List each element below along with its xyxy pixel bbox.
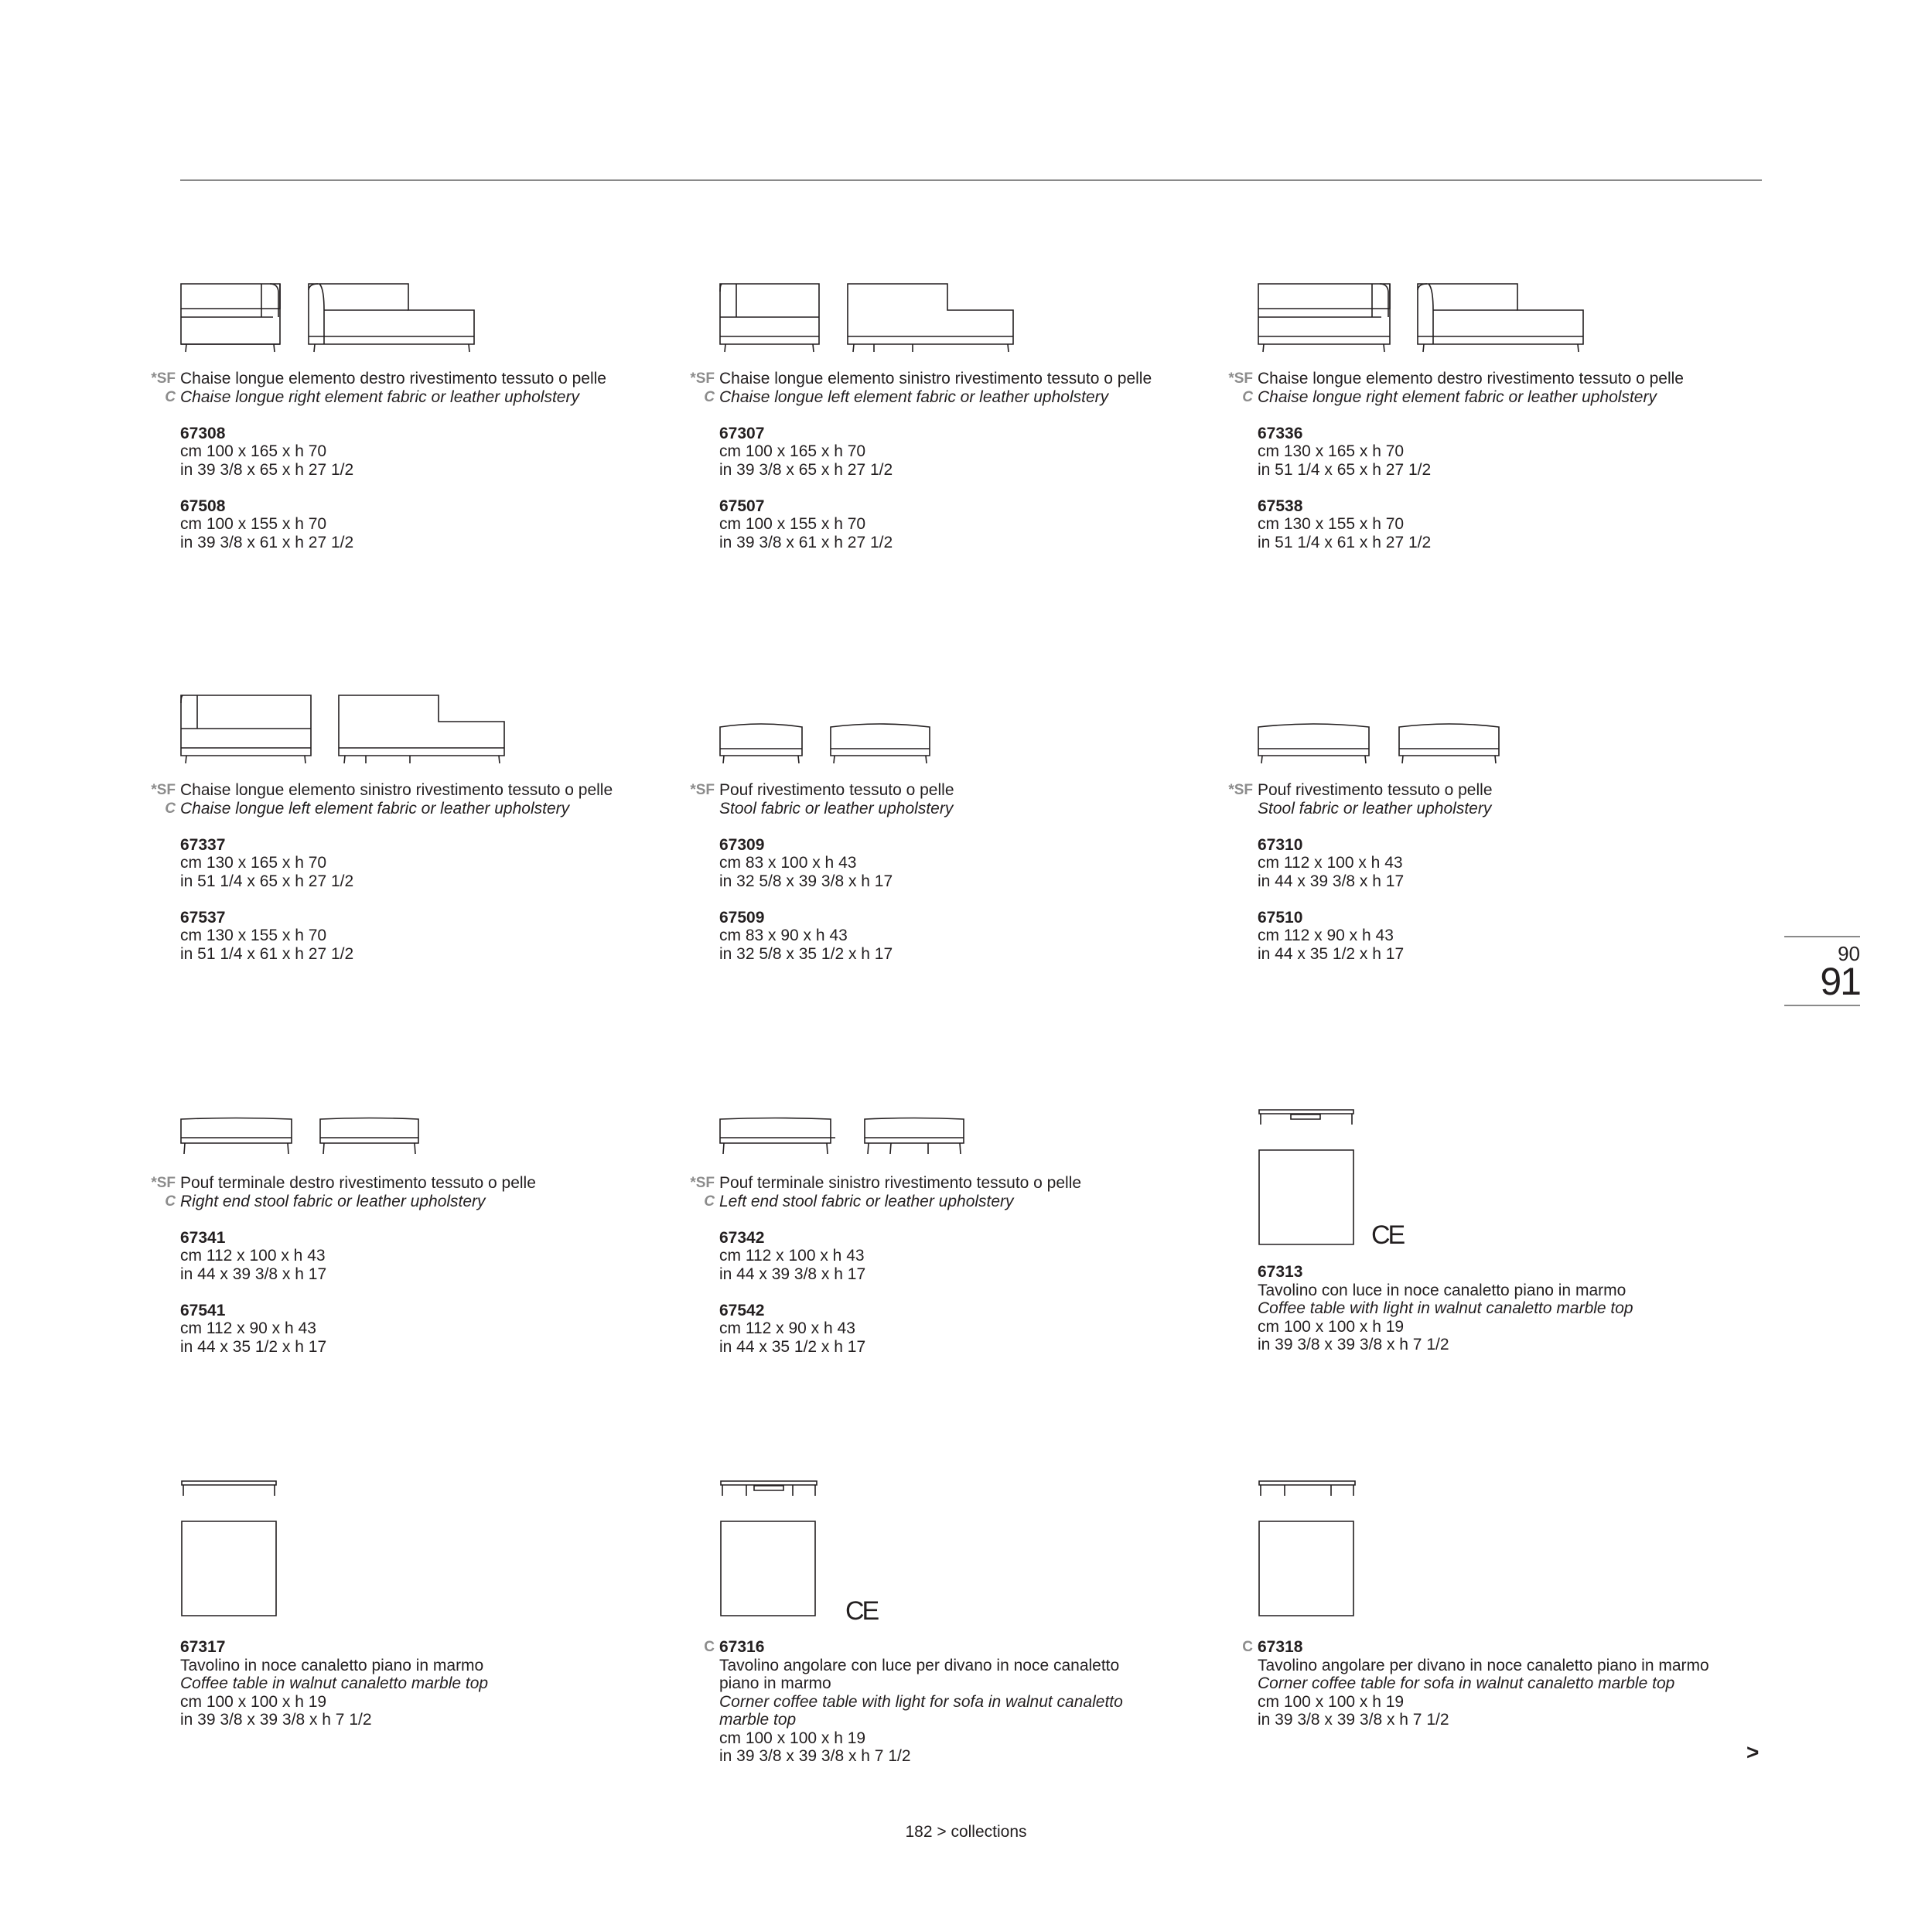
dims-cm: cm 130 x 155 x h 70 [1258,515,1405,533]
chaise-right-drawing [180,282,490,356]
page-footer: 182 > collections [905,1823,1027,1841]
stool-drawing [719,721,951,767]
desc-en: Chaise longue left element fabric or leather upholstery [719,387,1109,406]
desc-it: Chaise longue elemento sinistro rivestimento tessuto o pelle [180,781,613,799]
product-code: 67318 [1258,1638,1303,1656]
tag-c: C [1242,1639,1253,1655]
dims-cm: cm 100 x 165 x h 70 [180,442,327,460]
dims-cm: cm 100 x 165 x h 70 [719,442,866,460]
desc-en: Left end stool fabric or leather upholstery [719,1192,1014,1210]
tag-c: C [1242,388,1253,405]
chaise-left-drawing [719,282,1029,356]
dims-cm: cm 130 x 165 x h 70 [180,854,327,872]
dims-in: in 44 x 39 3/8 x h 17 [1258,872,1405,890]
product-code: 67507 [719,497,765,515]
desc-it: Pouf rivestimento tessuto o pelle [719,781,954,799]
dims-in: in 44 x 39 3/8 x h 17 [180,1265,327,1283]
tag-c: C [165,388,176,405]
stool-drawing [1258,721,1513,767]
dims-in: in 44 x 35 1/2 x h 17 [180,1337,327,1356]
corner-table-drawing [1258,1480,1366,1620]
page-number-left: 90 [1838,942,1860,965]
desc-it: Pouf terminale sinistro rivestimento tessuto o pelle [719,1174,1082,1192]
dims-in: in 39 3/8 x 61 x h 27 1/2 [719,533,893,551]
dims-in: in 51 1/4 x 61 x h 27 1/2 [1258,533,1432,551]
product-code: 67509 [719,908,765,927]
product-code: 67508 [180,497,226,515]
tag-sf: *SF [690,370,715,387]
dims-in: in 51 1/4 x 61 x h 27 1/2 [180,944,354,963]
tag-sf: *SF [690,782,715,798]
desc-en: Chaise longue right element fabric or leather upholstery [1258,387,1657,406]
desc-it: Chaise longue elemento sinistro rivestimento tessuto o pelle [719,370,1152,387]
product-code: 67537 [180,908,226,927]
product-code: 67538 [1258,497,1303,515]
desc-en: Corner coffee table for sofa in walnut canaletto marble top [1258,1674,1675,1692]
chaise-left-drawing [180,694,521,767]
dims-in: in 51 1/4 x 65 x h 27 1/2 [180,872,354,890]
desc-it: Tavolino con luce in noce canaletto piano in marmo [1258,1281,1626,1299]
dims-in: in 32 5/8 x 39 3/8 x h 17 [719,872,893,890]
tag-c: C [704,1639,715,1655]
dims-in: in 51 1/4 x 65 x h 27 1/2 [1258,460,1432,479]
page-number-right: 91 [1820,960,1860,1003]
desc-en: Stool fabric or leather upholstery [1258,799,1492,818]
ce-mark: CE [845,1596,878,1626]
product-code: 67309 [719,835,765,854]
desc-en: Corner coffee table with light for sofa in walnut canaletto marble top [719,1692,1123,1729]
dims-in: in 39 3/8 x 39 3/8 x h 7 1/2 [719,1747,911,1765]
product-code: 67337 [180,835,226,854]
tag-sf: *SF [151,1175,176,1191]
dims-in: in 39 3/8 x 65 x h 27 1/2 [180,460,354,479]
dims-cm: cm 112 x 100 x h 43 [180,1247,326,1265]
desc-en: Right end stool fabric or leather upholstery [180,1192,486,1210]
product-code: 67341 [180,1228,226,1247]
product-code: 67316 [719,1638,765,1656]
desc-it: Tavolino angolare per divano in noce canaletto piano in marmo [1258,1656,1709,1674]
product-code: 67313 [1258,1263,1303,1281]
product-code: 67342 [719,1228,765,1247]
dims-cm: cm 100 x 155 x h 70 [719,515,866,533]
desc-it: Tavolino in noce canaletto piano in marmo [180,1656,484,1674]
desc-it: Pouf rivestimento tessuto o pelle [1258,781,1493,799]
dims-cm: cm 100 x 100 x h 19 [719,1729,866,1747]
desc-en: Stool fabric or leather upholstery [719,799,954,818]
dims-in: in 39 3/8 x 65 x h 27 1/2 [719,460,893,479]
dims-cm: cm 130 x 155 x h 70 [180,927,327,944]
product-code: 67510 [1258,908,1303,927]
dims-in: in 32 5/8 x 35 1/2 x h 17 [719,944,893,963]
coffee-table-drawing [180,1480,288,1620]
end-stool-drawing [719,1116,975,1162]
tag-sf: *SF [1228,370,1253,387]
dims-in: in 39 3/8 x 39 3/8 x h 7 1/2 [1258,1711,1449,1729]
desc-it: Chaise longue elemento destro rivestimento tessuto o pelle [180,370,606,387]
product-code: 67542 [719,1301,765,1319]
dims-in: in 39 3/8 x 61 x h 27 1/2 [180,533,354,551]
tag-sf: *SF [1228,782,1253,798]
product-code: 67336 [1258,424,1303,442]
product-code: 67308 [180,424,226,442]
corner-table-drawing [719,1480,828,1620]
chaise-right-drawing [1258,282,1582,356]
tag-sf: *SF [151,782,176,798]
next-page-arrow[interactable]: > [1746,1740,1760,1764]
page-tab-rule-bottom [1784,1005,1860,1006]
desc-it: Chaise longue elemento destro rivestimento tessuto o pelle [1258,370,1684,387]
tag-c: C [704,1193,715,1210]
end-stool-drawing [180,1116,435,1162]
dims-cm: cm 112 x 90 x h 43 [719,1319,855,1337]
product-code: 67541 [180,1301,226,1319]
tag-c: C [165,800,176,817]
desc-en: Chaise longue left element fabric or leather upholstery [180,799,570,818]
tag-sf: *SF [151,370,176,387]
dims-in: in 39 3/8 x 39 3/8 x h 7 1/2 [180,1711,372,1729]
dims-cm: cm 112 x 100 x h 43 [719,1247,865,1265]
dims-in: in 39 3/8 x 39 3/8 x h 7 1/2 [1258,1336,1449,1353]
dims-cm: cm 112 x 90 x h 43 [180,1319,316,1337]
top-rule [180,179,1762,181]
dims-in: in 44 x 39 3/8 x h 17 [719,1265,866,1283]
desc-en: Coffee table in walnut canaletto marble top [180,1674,489,1692]
page-number-tab [1784,936,1860,1006]
tag-c: C [704,388,715,405]
coffee-table-drawing [1258,1109,1366,1248]
product-code: 67307 [719,424,765,442]
tag-c: C [165,1193,176,1210]
desc-en: Chaise longue right element fabric or leather upholstery [180,387,579,406]
dims-cm: cm 130 x 165 x h 70 [1258,442,1405,460]
product-code: 67317 [180,1638,226,1656]
dims-cm: cm 83 x 90 x h 43 [719,927,848,944]
desc-it: Pouf terminale destro rivestimento tessuto o pelle [180,1174,536,1192]
dims-cm: cm 112 x 90 x h 43 [1258,927,1394,944]
page-tab-rule-top [1784,936,1860,937]
desc-it: Tavolino angolare con luce per divano in noce canaletto piano in marmo [719,1656,1120,1692]
dims-cm: cm 100 x 100 x h 19 [180,1692,327,1711]
dims-cm: cm 83 x 100 x h 43 [719,854,857,872]
dims-cm: cm 100 x 100 x h 19 [1258,1692,1405,1711]
dims-cm: cm 100 x 100 x h 19 [1258,1317,1405,1336]
dims-in: in 44 x 35 1/2 x h 17 [719,1337,866,1356]
dims-cm: cm 112 x 100 x h 43 [1258,854,1403,872]
ce-mark: CE [1371,1220,1404,1250]
dims-in: in 44 x 35 1/2 x h 17 [1258,944,1405,963]
dims-cm: cm 100 x 155 x h 70 [180,515,327,533]
product-code: 67310 [1258,835,1303,854]
tag-sf: *SF [690,1175,715,1191]
desc-en: Coffee table with light in walnut canaletto marble top [1258,1299,1633,1317]
